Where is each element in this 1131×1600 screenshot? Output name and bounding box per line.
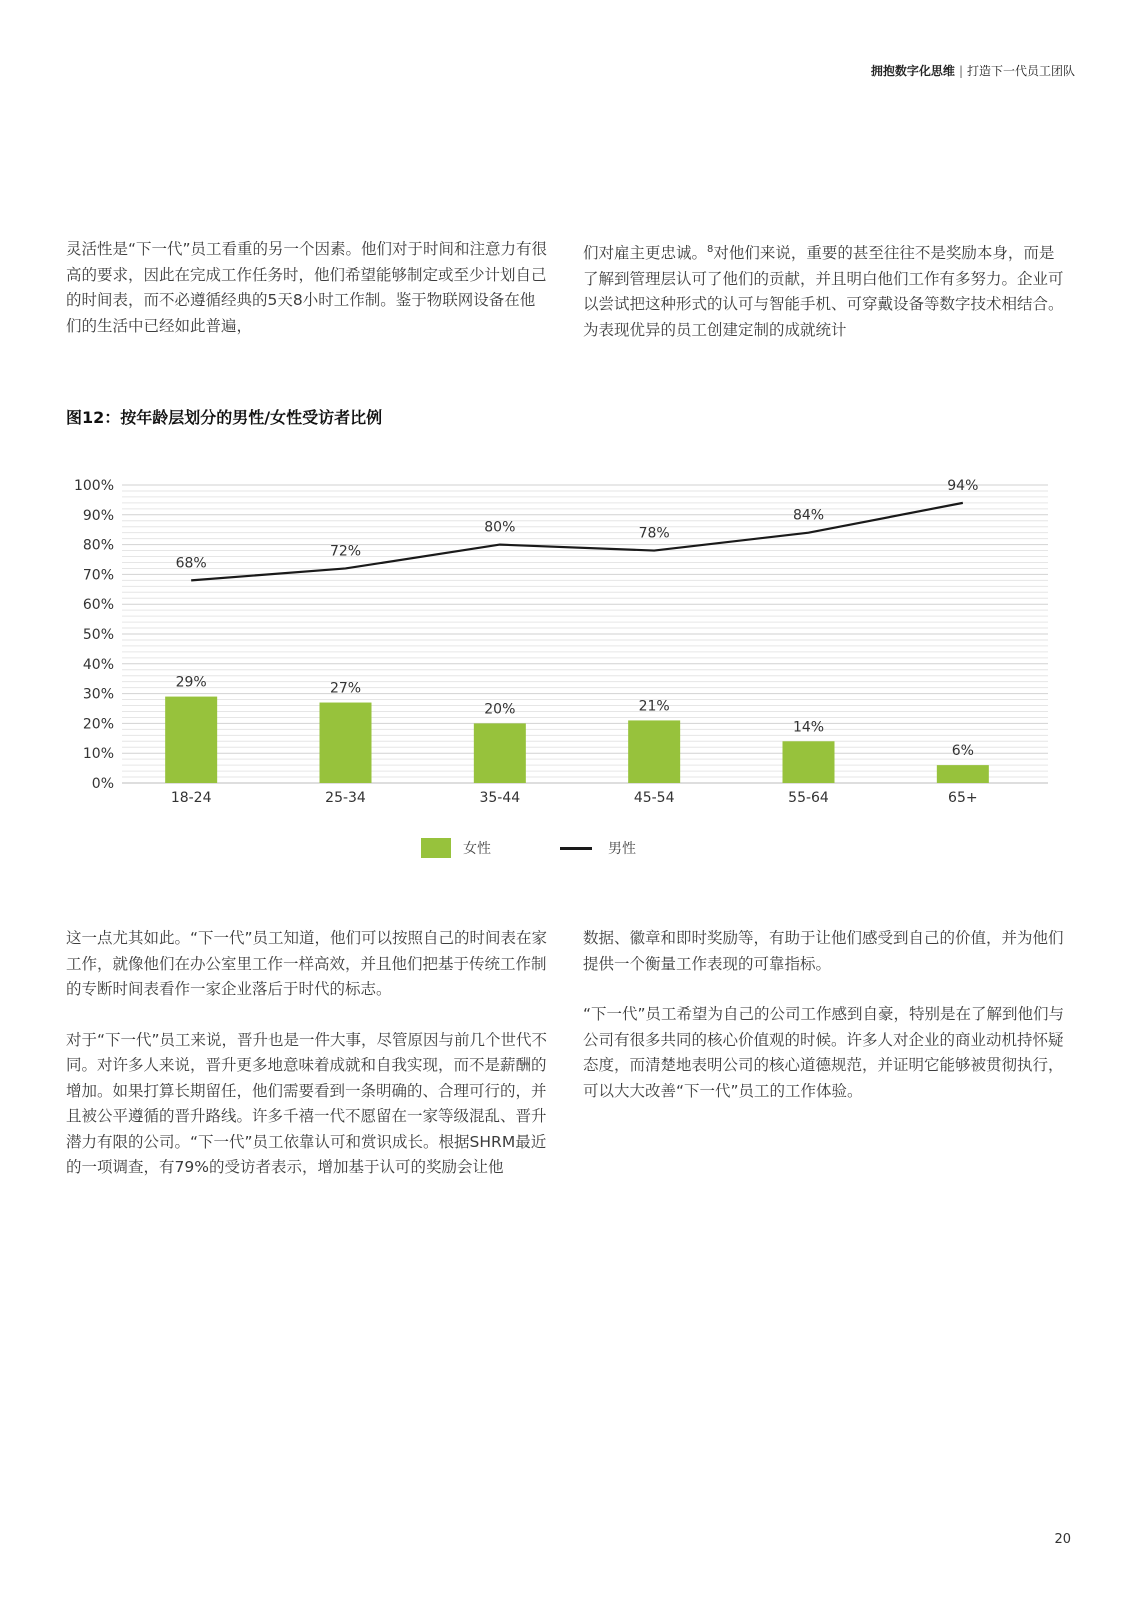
y-tick-label: 100% [73,478,114,494]
bar-data-label: 14% [792,719,825,736]
x-tick-label: 25-34 [325,790,366,806]
footnote-reference: 8 [707,244,714,255]
bar-female [320,703,372,783]
bar-female [783,741,835,783]
bar-female [165,697,217,783]
bar-female [937,765,989,783]
y-tick-label: 80% [82,537,114,554]
x-tick-label: 55-64 [788,790,829,806]
bar-data-label: 6% [951,743,974,760]
y-tick-label: 20% [82,716,114,733]
line-data-label: 84% [792,507,825,524]
legend-label-male: 男性 [608,841,636,857]
y-tick-label: 90% [82,507,114,524]
legend-label-female: 女性 [463,841,491,857]
line-data-label: 80% [484,519,516,536]
page-number: 20 [1054,1532,1071,1547]
bar-data-label: 21% [638,698,670,715]
paragraph-text: 对他们来说，重要的甚至往往不是奖励本身，而是了解到管理层认可了他们的贡献，并且明白他们工作有多努力。企业可以尝试把这种形式的认可与智能手机、可穿戴设备等数字技术相结合。为表现优异的员工创建定制的成就统计 [583,244,1064,339]
header-separator: | [958,64,963,78]
bar-data-label: 27% [329,680,362,697]
paragraph-text: 们对雇主更忠诚。 [583,244,708,263]
bottom-left-column [66,926,548,1181]
bar-data-label: 29% [175,674,207,691]
bottom-right-paragraph-2: “下一代”员工希望为自己的公司工作感到自豪，特别是在了解到他们与公司有很多共同的核心价值观的时候。许多人对企业的商业动机持怀疑态度，而清楚地表明公司的核心道德规范，并证明它能够被贯彻执行，可以大大改善“下一代”员工的工作体验。 [583,1005,1065,1100]
x-tick-label: 65+ [948,790,978,806]
bar-female [474,723,526,783]
chart-legend [0,838,1131,862]
top-left-paragraph: 灵活性是“下一代”员工看重的另一个因素。他们对于时间和注意力有很高的要求，因此在完成工作任务时，他们希望能够制定或至少计划自己的时间表，而不必遵循经典的5天8小时工作制。鉴于物联网设备在他们的生活中已经如此普遍， [66,240,548,335]
bar-female [628,720,680,783]
bottom-right-column [583,926,1065,1104]
y-tick-label: 40% [82,656,114,673]
x-tick-label: 35-44 [479,790,521,806]
line-data-label: 94% [947,477,979,494]
header-subtitle: 打造下一代员工团队 [966,64,1075,78]
header-title: 拥抱数字化思维 [870,64,955,78]
y-tick-label: 0% [91,776,114,792]
line-data-label: 68% [175,555,207,572]
bar-data-label: 20% [484,701,516,718]
x-tick-label: 18-24 [170,790,212,806]
x-tick-label: 45-54 [633,790,675,806]
legend-swatch-line [560,847,592,850]
y-tick-label: 30% [82,686,114,703]
legend-swatch-bar [421,838,451,858]
figure-title: 图12：按年龄层划分的男性/女性受访者比例 [66,408,383,427]
y-tick-label: 60% [82,597,114,614]
bottom-left-paragraph-1: 这一点尤其如此。“下一代”员工知道，他们可以按照自己的时间表在家工作，就像他们在办公室里工作一样高效，并且他们把基于传统工作制的专断时间表看作一家企业落后于时代的标志。 [66,929,548,998]
y-tick-label: 70% [82,567,114,584]
bottom-right-paragraph-1: 数据、徽章和即时奖励等，有助于让他们感受到自己的价值，并为他们提供一个衡量工作表现的可靠指标。 [583,929,1064,973]
y-tick-label: 50% [82,627,114,643]
bottom-left-paragraph-2: 对于“下一代”员工来说，晋升也是一件大事，尽管原因与前几个世代不同。对许多人来说，晋升更多地意味着成就和自我实现，而不是薪酬的增加。如果打算长期留任，他们需要看到一条明确的、合理可行的，并且被公平遵循的晋升路线。许多千禧一代不愿留在一家等级混乱、晋升潜力有限的公司。“下一代”员工依靠认可和赏识成长。根据SHRM最近的一项调查，有79%的受访者表示，增加基于认可的奖励会让他 [66,1030,548,1176]
line-data-label: 72% [329,543,362,560]
y-tick-label: 10% [82,746,114,763]
legend-item-male [560,838,636,858]
line-data-label: 78% [638,525,670,542]
legend-item-female [421,838,491,858]
